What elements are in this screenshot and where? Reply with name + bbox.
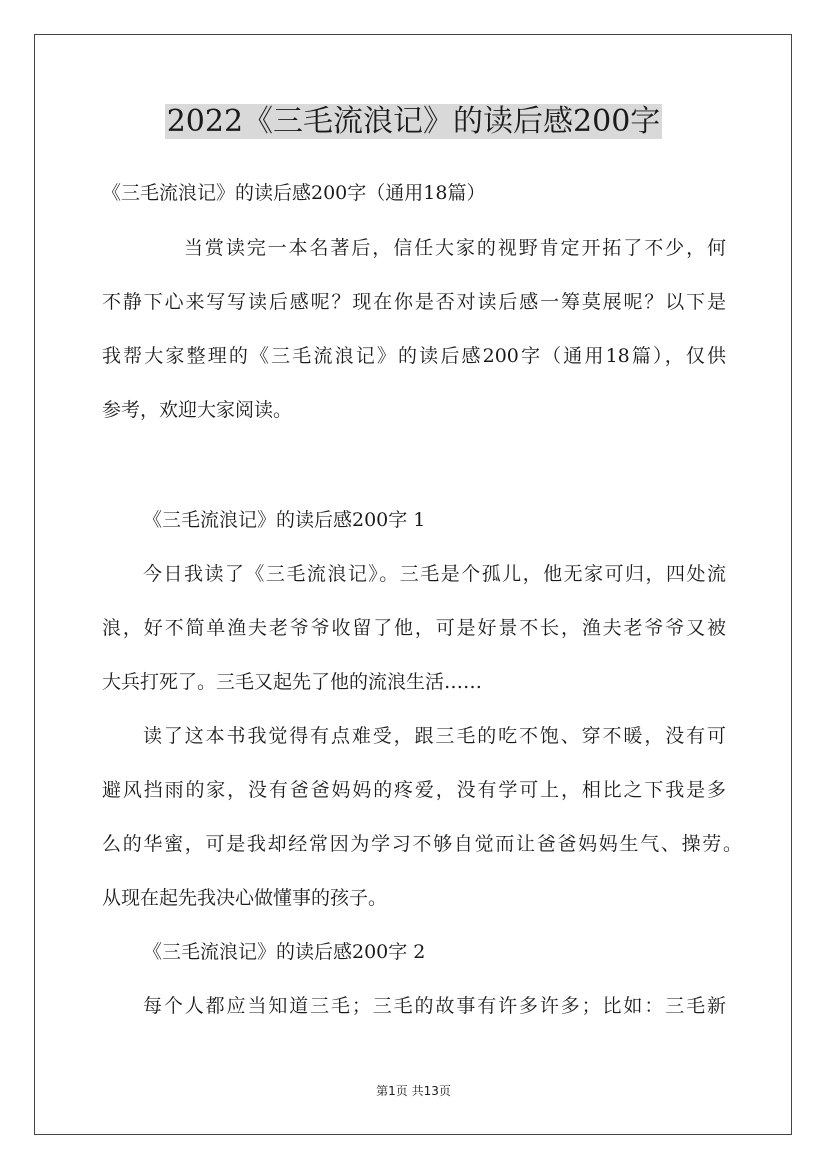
section-heading: 《三毛流浪记》的读后感200字 2 xyxy=(143,941,426,963)
intro-line: 参考，欢迎大家阅读。 xyxy=(102,399,293,421)
intro-line: 我帮大家整理的《三毛流浪记》的读后感200字（通用18篇），仅供 xyxy=(102,345,726,367)
intro-line: 当赏读完一本名著后，信任大家的视野肯定开拓了不少，何 xyxy=(184,237,726,259)
paragraph-line: 大兵打死了。三毛又起先了他的流浪生活…… xyxy=(102,671,483,693)
paragraph-line: 避风挡雨的家，没有爸爸妈妈的疼爱，没有学可上，相比之下我是多 xyxy=(102,779,726,801)
paragraph-line: 读了这本书我觉得有点难受，跟三毛的吃不饱、穿不暖，没有可 xyxy=(143,725,726,747)
paragraph-line: 浪，好不简单渔夫老爷爷收留了他，可是好景不长，渔夫老爷爷又被 xyxy=(102,617,726,639)
paragraph-line: 每个人都应当知道三毛；三毛的故事有许多许多；比如：三毛新 xyxy=(143,995,726,1017)
page-number: 第1页 共13页 xyxy=(376,1084,451,1098)
intro-line: 不静下心来写写读后感呢？现在你是否对读后感一筹莫展呢？以下是 xyxy=(102,291,726,313)
section-heading: 《三毛流浪记》的读后感200字 1 xyxy=(143,509,426,531)
document-subtitle: 《三毛流浪记》的读后感200字（通用18篇） xyxy=(102,182,486,204)
paragraph-line: 今日我读了《三毛流浪记》。三毛是个孤儿，他无家可归，四处流 xyxy=(143,563,726,585)
paragraph-line: 从现在起先我决心做懂事的孩子。 xyxy=(102,887,388,909)
document-title: 2022《三毛流浪记》的读后感200字 xyxy=(166,104,661,139)
paragraph-line: 么的华蜜，可是我却经常因为学习不够自觉而让爸爸妈妈生气、操劳。 xyxy=(102,833,742,855)
